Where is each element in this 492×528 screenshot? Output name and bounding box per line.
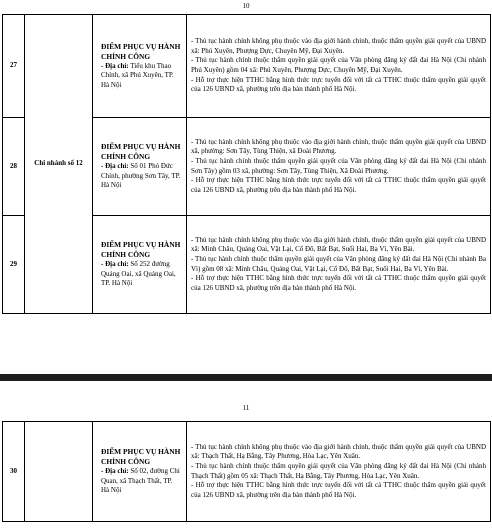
table-row [3,15,491,118]
row-number: 27 [3,15,25,118]
service-point-cell [93,15,187,118]
service-point-name: ĐIỂM PHỤC VỤ HÀNH CHÍNH CÔNG [101,142,181,162]
service-points-table [2,14,491,314]
service-points-table [2,421,491,522]
branch-name: Chi nhánh số 12 [25,15,93,314]
service-point-name: ĐIỂM PHỤC VỤ HÀNH CHÍNH CÔNG [101,240,181,260]
procedure-item: - Thủ tục hành chính không phụ thuộc vào địa giới hành chính, thuộc thẩm quyền giải quyết của UBND xã: Thạch Thất, Hạ Bằng, Tây Phương, Hòa Lạc, Yên Xuân. [191,442,486,461]
procedure-item: - Thủ tục hành chính thuộc thẩm quyền giải quyết của Văn phòng đăng ký đất đai Hà Nội (Chi nhánh Ba Vì) gồm 08 xã: Minh Châu, Quảng Oai, Vật Lại, Cổ Đô, Bất Bạt, Suối Hai, Ba Vì, Yên Bài. [191,254,486,273]
service-point-cell [93,422,187,522]
service-point-address [101,162,182,191]
service-point-address [101,62,182,91]
page-number: 11 [242,404,250,412]
page-break-divider [0,374,492,381]
service-point-name: ĐIỂM PHỤC VỤ HÀNH CHÍNH CÔNG [101,447,181,467]
row-number: 29 [3,216,25,314]
procedure-item: - Hỗ trợ thực hiện TTHC bằng hình thức trực tuyến đối với tất cả TTHC thuộc thẩm quyền giải quyết của 126 UBND xã, phường trên địa bàn thành phố Hà Nội. [191,75,486,94]
address-label: - Địa chỉ: [101,61,129,70]
service-point-cell [93,216,187,314]
procedure-item: - Thủ tục hành chính thuộc thẩm quyền giải quyết của Văn phòng đăng ký đất đai Hà Nội (Chi nhánh Sơn Tây) gồm 03 xã, phường: Sơn Tây, Tùng Thiện, Xã Đoài Phương. [191,156,486,175]
procedure-content-cell [187,118,491,216]
service-point-name: ĐIỂM PHỤC VỤ HÀNH CHÍNH CÔNG [101,41,181,61]
service-point-address [101,467,182,496]
table-row [3,422,491,522]
address-text: Số 01 Phó Đức Chính, phường Sơn Tây, TP. Hà Nội [101,162,181,190]
procedure-content-cell [187,15,491,118]
service-point-address [101,260,182,289]
page-number: 10 [242,2,250,10]
procedure-item: - Thủ tục hành chính không phụ thuộc vào địa giới hành chính, thuộc thẩm quyền giải quyết của UBND xã: Minh Châu, Quảng Oai, Vật Lại, Cổ Đô, Bất Bạt, Suối Hai, Ba Vì, Yên Bài. [191,235,486,254]
service-point-cell [93,118,187,216]
row-number: 28 [3,118,25,216]
address-label: - Địa chỉ: [101,260,129,269]
procedure-item: - Hỗ trợ thực hiện TTHC bằng hình thức trực tuyến đối với tất cả TTHC thuộc thẩm quyền giải quyết của 126 UBND xã, phường trên địa bàn thành phố Hà Nội. [191,481,486,499]
row-number: 30 [3,422,25,522]
address-text: Số 252 đường Quảng Oai, xã Quảng Oai, TP. Hà Nội [101,260,176,288]
address-text: Số 02, đường Chi Quan, xã Thạch Thất, TP. Hà Nội [101,467,180,495]
procedure-item: - Thủ tục hành chính thuộc thẩm quyền giải quyết của Văn phòng đăng ký đất đai Hà Nội (Chi nhánh Thạch Thất) gồm 05 xã: Thạch Thất, Hạ Bằng, Tây Phương, Hòa Lạc, Yên Xuân. [191,461,486,480]
address-label: - Địa chỉ: [101,162,129,171]
procedure-content-cell [187,422,491,522]
address-label: - Địa chỉ: [101,467,129,476]
procedure-item: - Thủ tục hành chính không phụ thuộc vào địa giới hành chính, thuộc thẩm quyền giải quyết của UBND xã, phường: Sơn Tây, Tùng Thiện, xã Đoài Phương. [191,137,486,156]
procedure-item: - Hỗ trợ thực hiện TTHC bằng hình thức trực tuyến đối với tất cả TTHC thuộc thẩm quyền giải quyết của 126 UBND xã, phường trên địa bàn thành phố Hà Nội. [191,274,486,292]
procedure-item: - Thủ tục hành chính thuộc thẩm quyền giải quyết của Văn phòng đăng ký đất đai Hà Nội (Chi nhánh Phú Xuyên) gồm 04 xã: Phú Xuyên, Phượng Dực, Chuyên Mỹ, Đại Xuyên. [191,56,486,74]
procedure-item: - Thủ tục hành chính không phụ thuộc vào địa giới hành chính, thuộc thẩm quyền giải quyết của UBND xã: Phú Xuyên, Phượng Dực, Chuyên Mỹ, Đại Xuyên. [191,37,486,55]
procedure-content-cell [187,216,491,314]
address-text: Tiểu khu Thao Chính, xã Phú Xuyên, TP. Hà Nội [101,61,174,89]
procedure-item: - Hỗ trợ thực hiện TTHC bằng hình thức trực tuyến đối với tất cả TTHC thuộc thẩm quyền giải quyết của 126 UBND xã, phường trên địa bàn thành phố Hà Nội. [191,176,486,194]
branch-name-continued [25,422,93,522]
